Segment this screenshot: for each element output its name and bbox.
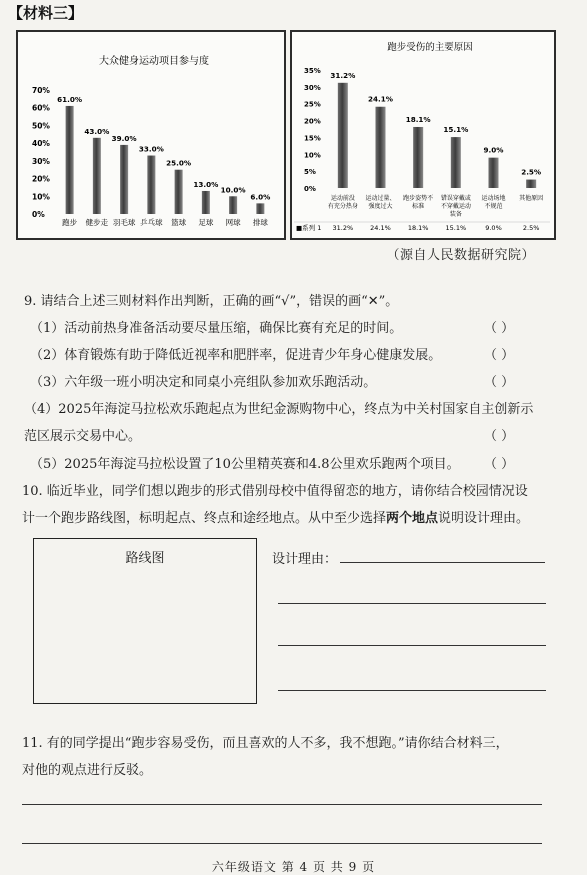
q10-emphasis: 两个地点 — [386, 511, 439, 526]
fitness-participation-chart — [16, 30, 286, 240]
route-map-box[interactable] — [33, 538, 257, 704]
q9-answer-5[interactable]: （ ） — [484, 457, 515, 472]
category-label: 不规范 — [484, 203, 503, 210]
y-tick-label: 0% — [304, 185, 316, 193]
y-tick-label: 25% — [304, 100, 321, 109]
q10-line-2-post: 说明设计理由。 — [438, 511, 530, 526]
category-label: 排球 — [252, 218, 268, 227]
y-tick-label: 40% — [32, 139, 50, 149]
table-value: 18.1% — [407, 224, 429, 232]
q11-line-1: 11. 有的同学提出“跑步容易受伤，而且喜欢的人不多，我不想跑。”请你结合材料三， — [22, 736, 509, 751]
category-label: 运动场地 — [481, 195, 506, 202]
category-label: 跑步 — [62, 218, 78, 227]
data-label: 2.5% — [521, 167, 542, 177]
category-label: 有充分热身 — [327, 203, 358, 210]
y-tick-label: 10% — [304, 151, 321, 160]
running-injury-svg — [292, 32, 554, 238]
chart-title: 跑步受伤的主要原因 — [387, 42, 473, 53]
series-table-label: ■系列 1 — [296, 224, 322, 232]
y-tick-label: 20% — [304, 117, 321, 126]
data-label: 10.0% — [220, 185, 246, 195]
material-three-label: 【材料三】 — [8, 4, 84, 22]
bar — [147, 156, 155, 214]
table-value: 9.0% — [485, 224, 502, 232]
q9-answer-2[interactable]: （ ） — [484, 348, 515, 363]
y-tick-label: 5% — [304, 168, 316, 177]
q9-stem: 9. 请结合上述三则材料作出判断，正确的画“√”，错误的画“✕”。 — [24, 294, 399, 309]
table-value: 31.2% — [332, 224, 354, 232]
bar — [66, 106, 74, 214]
data-label: 31.2% — [330, 70, 356, 80]
bar — [338, 83, 348, 188]
data-label: 18.1% — [405, 114, 431, 124]
q9-answer-1[interactable]: （ ） — [484, 321, 515, 336]
data-label: 15.1% — [443, 125, 469, 135]
category-label: 强度过大 — [368, 203, 393, 210]
q10-line-2 — [22, 507, 529, 526]
category-label: 标准 — [412, 203, 425, 210]
page-footer: 六年级语文 第 4 页 共 9 页 — [211, 860, 376, 874]
bar — [413, 127, 423, 188]
q10-line-1: 10. 临近毕业，同学们想以跑步的形式借别母校中值得留恋的地方，请你结合校园情况设 — [22, 484, 528, 499]
category-label: 错误穿戴或 — [440, 195, 471, 202]
data-label: 24.1% — [368, 94, 393, 104]
bar — [526, 180, 536, 188]
category-label: 不穿戴运动 — [440, 203, 471, 210]
reason-answer-line-1[interactable] — [340, 562, 545, 563]
table-value: 15.1% — [445, 224, 467, 232]
bar — [120, 145, 128, 214]
y-tick-label: 35% — [304, 67, 321, 75]
design-reason-label: 设计理由： — [272, 552, 338, 567]
q9-item-4: （4）2025年海淀马拉松欢乐跑起点为世纪金源购物中心，终点为中关村国家自主创新示 — [24, 402, 534, 417]
fitness-participation-svg — [18, 32, 284, 238]
table-value: 2.5% — [522, 224, 540, 232]
data-label: 43.0% — [84, 126, 110, 136]
y-tick-label: 10% — [32, 192, 50, 202]
q9-item-5: （5）2025年海淀马拉松设置了10公里精英赛和4.8公里欢乐跑两个项目。 — [30, 457, 460, 472]
y-tick-label: 70% — [32, 86, 50, 95]
q9-item-1: （1）活动前热身准备活动要尽量压缩，确保比赛有充足的时间。 — [30, 321, 403, 336]
table-value: 24.1% — [370, 224, 391, 232]
y-tick-label: 50% — [32, 121, 50, 131]
bar — [202, 191, 210, 214]
category-label: 羽毛球 — [112, 218, 136, 227]
bar — [175, 170, 183, 214]
category-label: 跑步姿势不 — [403, 195, 434, 202]
bar — [229, 196, 237, 214]
bar — [451, 137, 461, 188]
category-label: 网球 — [225, 218, 241, 227]
data-label: 6.0% — [250, 192, 271, 202]
q10-line-2-pre: 计一个跑步路线图，标明起点、终点和途经地点。从中至少选择 — [22, 511, 387, 526]
q9-item-3: （3）六年级一班小明决定和同桌小亮组队参加欢乐跑活动。 — [30, 375, 377, 390]
y-tick-label: 0% — [32, 210, 45, 219]
category-label: 运动过量、 — [365, 195, 396, 202]
y-tick-label: 60% — [32, 103, 50, 113]
data-label: 9.0% — [483, 145, 504, 155]
q11-answer-line-2[interactable] — [22, 843, 542, 844]
data-label: 33.0% — [138, 144, 164, 154]
category-label: 健步走 — [85, 218, 109, 227]
y-tick-label: 15% — [304, 134, 321, 143]
y-tick-label: 30% — [304, 83, 321, 92]
category-label: 运动前没 — [330, 195, 355, 202]
reason-answer-line-4[interactable] — [278, 690, 546, 691]
source-note: （源自人民数据研究院） — [386, 248, 535, 263]
category-label: 篮球 — [171, 218, 187, 227]
q11-line-2: 对他的观点进行反驳。 — [22, 763, 153, 778]
y-tick-label: 30% — [32, 156, 50, 166]
data-label: 25.0% — [166, 158, 192, 168]
q9-item-2: （2）体育锻炼有助于降低近视率和肥胖率，促进青少年身心健康发展。 — [30, 348, 442, 363]
category-label: 其他原因 — [519, 195, 544, 202]
running-injury-chart — [290, 30, 556, 240]
bar — [376, 107, 386, 188]
reason-answer-line-3[interactable] — [278, 645, 546, 646]
q9-answer-4[interactable]: （ ） — [484, 429, 515, 444]
chart-title: 大众健身运动项目参与度 — [99, 56, 209, 67]
category-label: 乒乓球 — [140, 218, 163, 227]
y-tick-label: 20% — [32, 174, 50, 184]
q9-item-4-cont: 范区展示交易中心。 — [24, 429, 142, 444]
route-map-label: 路线图 — [125, 551, 165, 566]
data-label: 61.0% — [57, 94, 83, 104]
reason-answer-line-2[interactable] — [278, 603, 546, 604]
bar — [489, 158, 499, 188]
bar — [93, 138, 101, 214]
data-label: 13.0% — [193, 179, 219, 189]
q9-answer-3[interactable]: （ ） — [484, 375, 515, 390]
category-label: 装备 — [449, 211, 462, 218]
category-label: 足球 — [198, 218, 214, 227]
data-label: 39.0% — [111, 133, 137, 143]
bar — [256, 203, 264, 214]
q11-answer-line-1[interactable] — [22, 804, 542, 805]
